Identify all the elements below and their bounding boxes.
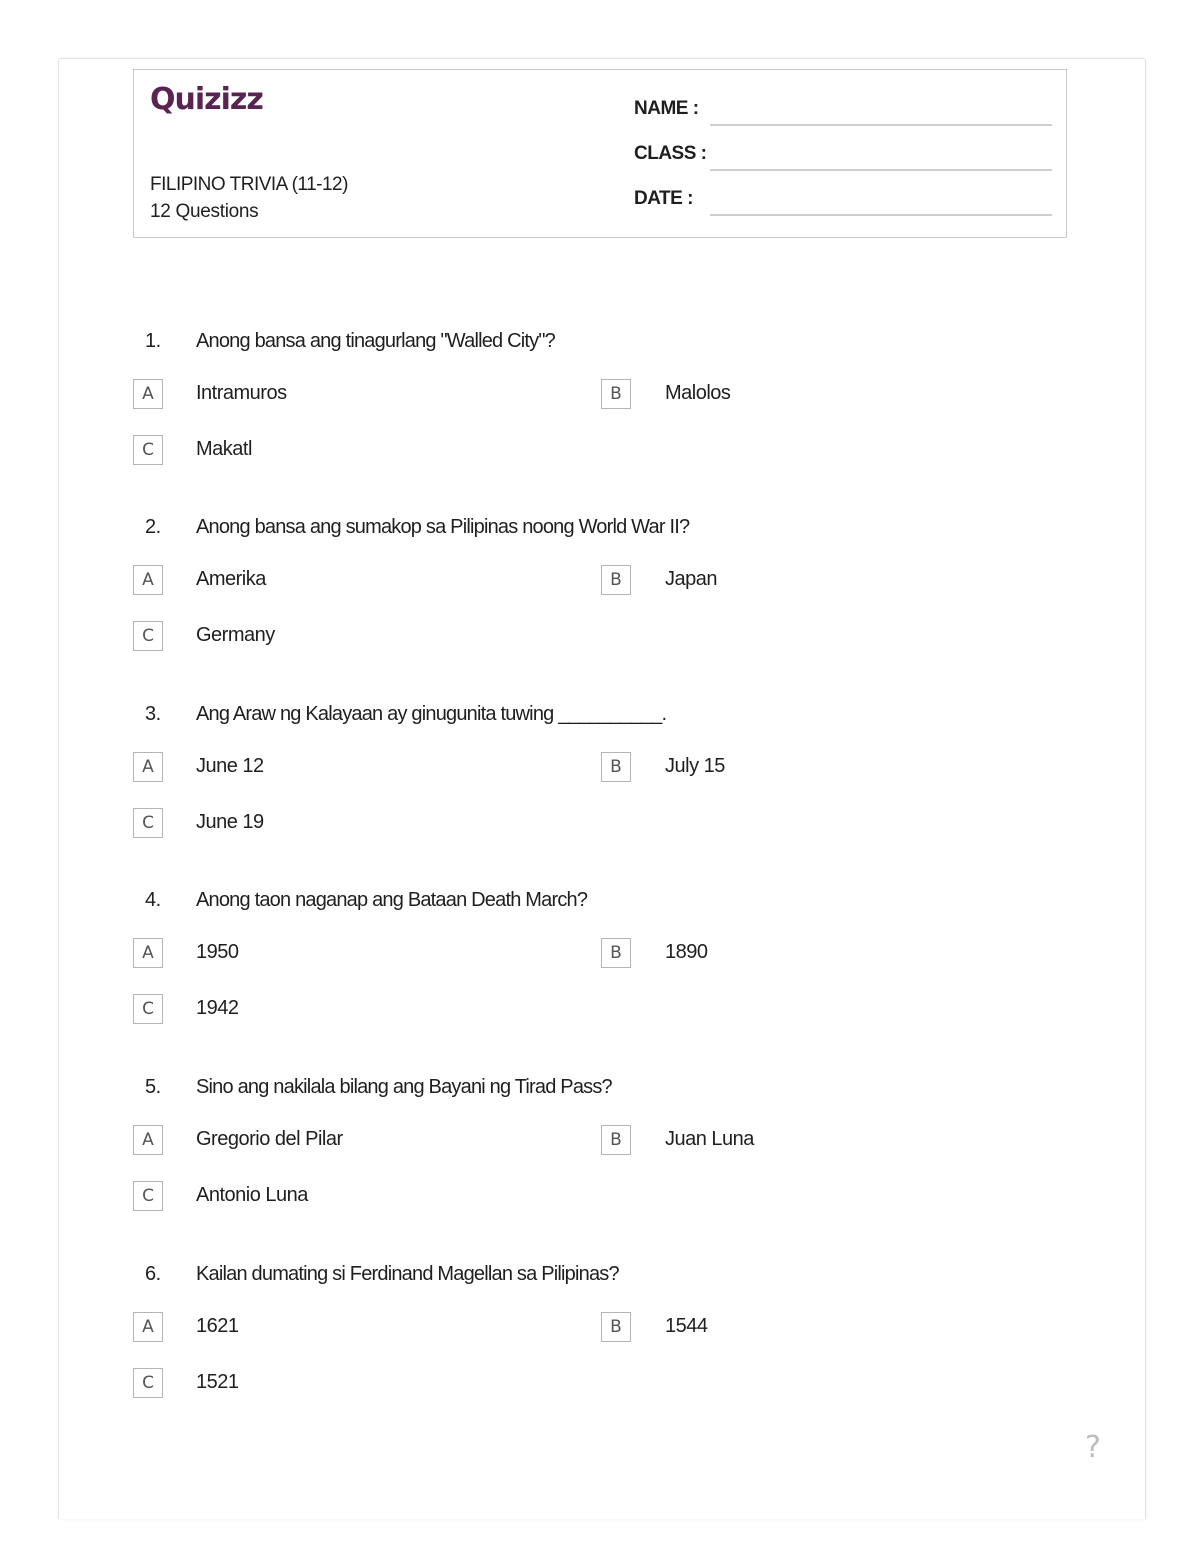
option-letter-badge: A <box>133 752 163 782</box>
question-number: 4. <box>145 889 161 911</box>
option-letter-badge: B <box>601 1312 631 1342</box>
class-line[interactable] <box>710 169 1052 171</box>
option-text: Malolos <box>665 382 731 404</box>
option-text: Amerika <box>196 568 266 590</box>
option-text: June 12 <box>196 755 264 777</box>
question-text: Anong taon naganap ang Bataan Death March? <box>196 889 588 911</box>
quizizz-logo: Quizizz <box>150 82 263 117</box>
name-label: NAME : <box>634 98 699 119</box>
question-3 <box>133 703 1067 863</box>
question-count: 12 Questions <box>150 201 259 222</box>
option-text: 1890 <box>665 941 708 963</box>
option-text: July 15 <box>665 755 725 777</box>
option-letter-badge: C <box>133 808 163 838</box>
quiz-title: FILIPINO TRIVIA (11-12) <box>150 174 348 195</box>
option-letter-badge: B <box>601 379 631 409</box>
question-number: 5. <box>145 1076 161 1098</box>
option-letter-badge: B <box>601 752 631 782</box>
option-letter-badge: A <box>133 565 163 595</box>
option-text: June 19 <box>196 811 264 833</box>
option-letter-badge: B <box>601 938 631 968</box>
question-text: Sino ang nakilala bilang ang Bayani ng Tirad Pass? <box>196 1076 612 1098</box>
help-icon[interactable]: ? <box>1085 1430 1101 1465</box>
option-text: 1544 <box>665 1315 708 1337</box>
date-field[interactable] <box>634 188 1052 216</box>
date-line[interactable] <box>710 214 1052 216</box>
question-number: 2. <box>145 516 161 538</box>
option-text: 1942 <box>196 997 239 1019</box>
option-letter-badge: A <box>133 938 163 968</box>
option-letter-badge: C <box>133 1368 163 1398</box>
option-letter-badge: B <box>601 1125 631 1155</box>
question-5 <box>133 1076 1067 1236</box>
class-field[interactable] <box>634 143 1052 171</box>
name-line[interactable] <box>710 124 1052 126</box>
option-text: Germany <box>196 624 275 646</box>
question-2 <box>133 516 1067 676</box>
option-text: 1521 <box>196 1371 239 1393</box>
option-letter-badge: A <box>133 1312 163 1342</box>
option-letter-badge: A <box>133 1125 163 1155</box>
option-text: Juan Luna <box>665 1128 754 1150</box>
option-text: Makatl <box>196 438 252 460</box>
question-4 <box>133 889 1067 1049</box>
option-text: Intramuros <box>196 382 287 404</box>
question-text: Ang Araw ng Kalayaan ay ginugunita tuwing __________. <box>196 703 667 725</box>
question-text: Anong bansa ang tinagurlang "Walled City"? <box>196 330 555 352</box>
option-text: 1950 <box>196 941 239 963</box>
name-field[interactable] <box>634 98 1052 126</box>
option-letter-badge: A <box>133 379 163 409</box>
option-text: Japan <box>665 568 717 590</box>
question-number: 3. <box>145 703 161 725</box>
option-letter-badge: C <box>133 994 163 1024</box>
option-letter-badge: B <box>601 565 631 595</box>
option-letter-badge: C <box>133 435 163 465</box>
question-number: 1. <box>145 330 161 352</box>
option-text: Antonio Luna <box>196 1184 308 1206</box>
question-6 <box>133 1263 1067 1423</box>
question-1 <box>133 330 1067 490</box>
question-text: Kailan dumating si Ferdinand Magellan sa Pilipinas? <box>196 1263 619 1285</box>
question-number: 6. <box>145 1263 161 1285</box>
question-text: Anong bansa ang sumakop sa Pilipinas noong World War II? <box>196 516 690 538</box>
option-text: Gregorio del Pilar <box>196 1128 343 1150</box>
date-label: DATE : <box>634 188 693 209</box>
worksheet-header <box>133 69 1067 238</box>
option-text: 1621 <box>196 1315 239 1337</box>
class-label: CLASS : <box>634 143 707 164</box>
option-letter-badge: C <box>133 621 163 651</box>
option-letter-badge: C <box>133 1181 163 1211</box>
